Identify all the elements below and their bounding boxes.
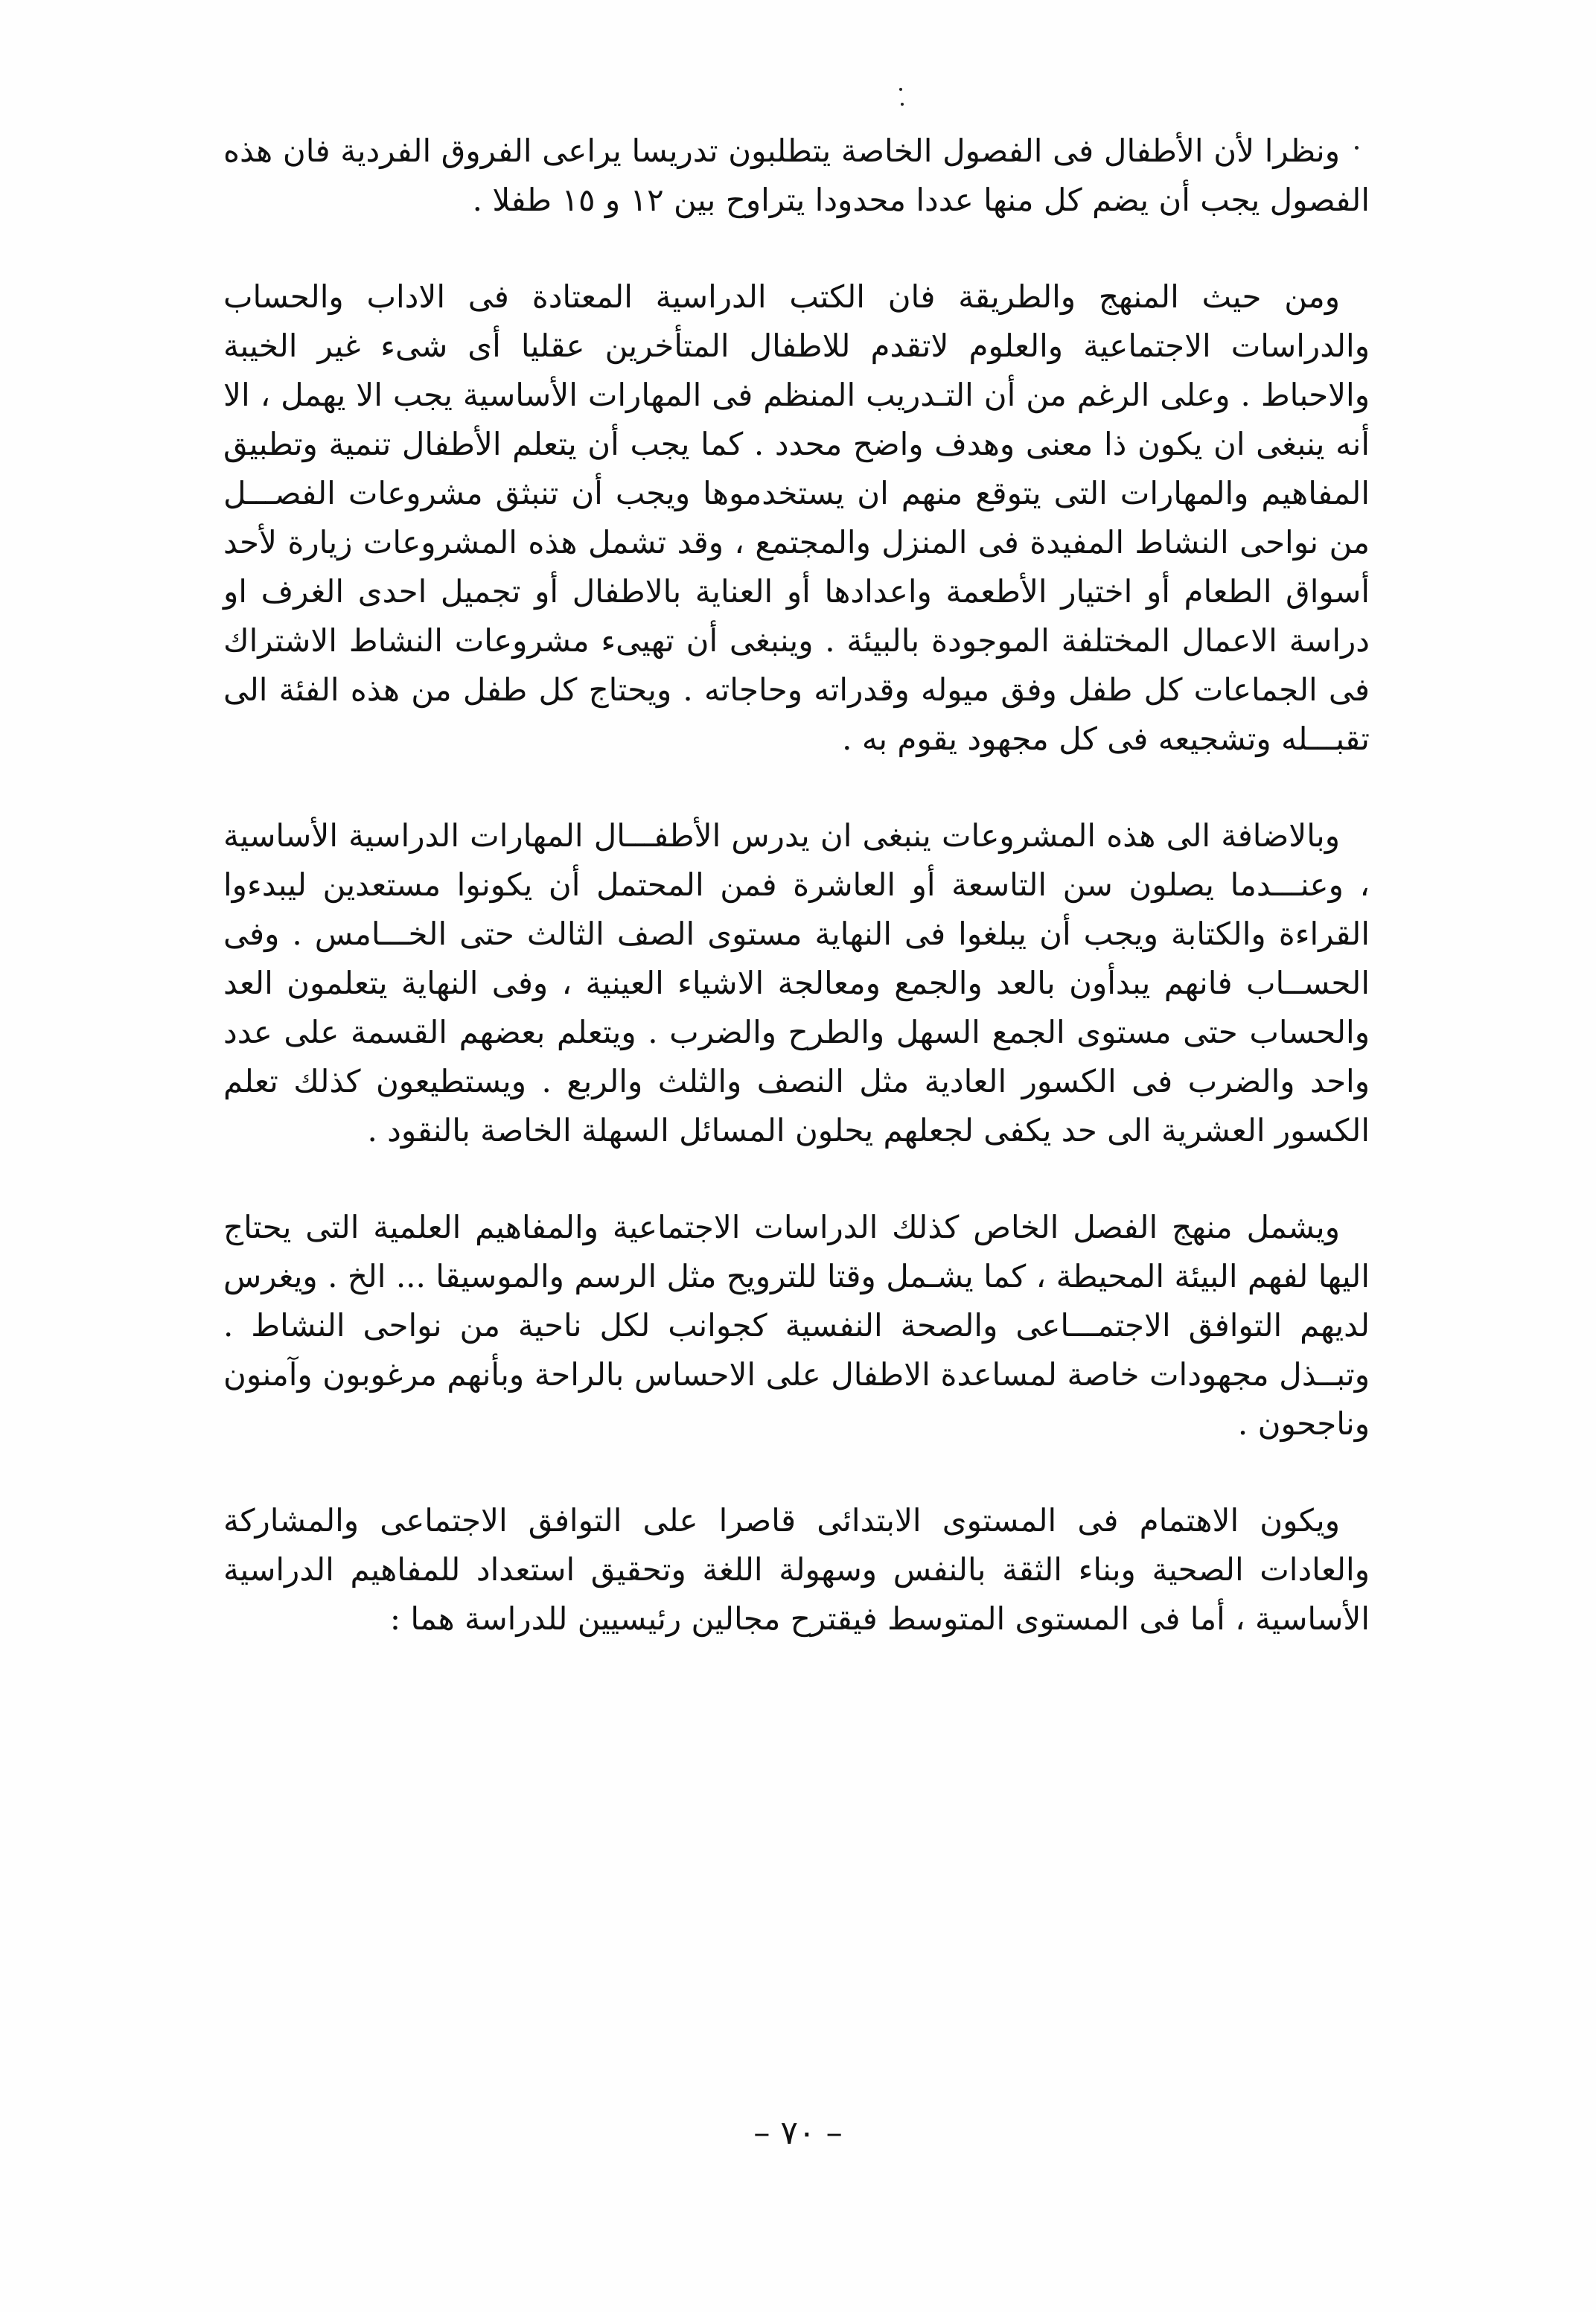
scan-speck <box>901 103 904 106</box>
paragraph-2: ومن حيث المنهج والطريقة فان الكتب الدراسية المعتادة فى الاداب والحساب والدراسات الاجتماعية والعلوم لاتقدم للاطفال المتأخرين عقليا أى شىء غير الخيبة والاحباط . وعلى الرغم من أن التـدريب المنظم فى المهارات الأساسية يجب الا يهمل ، الا أنه ينبغى ان يكون ذا معنى وهدف واضح محدد . كما يجب أن يتعلم الأطفال تنمية وتطبيق المفاهيم والمهارات التى يتوقع منهم ان يستخدموها ويجب أن تنبثق مشروعات الفصـــل من نواحى النشاط المفيدة فى المنزل والمجتمع ، وقد تشمل هذه المشروعات زيارة لأحد أسواق الطعام أو اختيار الأطعمة واعدادها أو العناية بالاطفال أو تجميل احدى الغرف او دراسة الاعمال المختلفة الموجودة بالبيئة . وينبغى أن تهيىء مشروعات النشاط الاشتراك فى الجماعات كل طفل وفق ميوله وقدراته وحاجاته . ويحتاج كل طفل من هذه الفئة الى تقبـــله وتشجيعه فى كل مجهود يقوم به . <box>223 278 1370 757</box>
page-number: – ٧٠ – <box>753 2114 843 2152</box>
paragraph-3: وبالاضافة الى هذه المشروعات ينبغى ان يدرس الأطفـــال المهارات الدراسية الأساسية ، وعنـــدما يصلون سن التاسعة أو العاشرة فمن المحتمل أن يكونوا مستعدين ليبدءوا القراءة والكتابة ويجب أن يبلغوا فى النهاية مستوى الصف الثالث حتى الخـــامس . وفى الحســاب فانهم يبدأون بالعد والجمع ومعالجة الاشياء العينية ، وفى النهاية يتعلمون العد والحساب حتى مستوى الجمع السهل والطرح والضرب . ويتعلم بعضهم القسمة على عدد واحد والضرب فى الكسور العادية مثل النصف والثلث والربع . ويستطيعون كذلك تعلم الكسور العشرية الى حد يكفى لجعلهم يحلون المسائل السهلة الخاصة بالنقود . <box>223 817 1370 1149</box>
scan-speck <box>899 88 902 91</box>
body-text <box>223 127 1370 1691</box>
paragraph-1: ونظرا لأن الأطفال فى الفصول الخاصة يتطلبون تدريسا يراعى الفروق الفردية فان هذه الفصول يجب أن يضم كل منها عددا محدودا يتراوح بين ١٢ و ١٥ طفلا . <box>223 132 1370 218</box>
paragraph-5: ويكون الاهتمام فى المستوى الابتدائى قاصرا على التوافق الاجتماعى والمشاركة والعادات الصحية وبناء الثقة بالنفس وسهولة اللغة وتحقيق استعداد للمفاهيم الدراسية الأساسية ، أما فى المستوى المتوسط فيقترح مجالين رئيسيين للدراسة هما : <box>223 1502 1370 1637</box>
paragraph-4: ويشمل منهج الفصل الخاص كذلك الدراسات الاجتماعية والمفاهيم العلمية التى يحتاج اليها لفهم البيئة المحيطة ، كما يشـمل وقتا للترويح مثل الرسم والموسيقا ... الخ . ويغرس لديهم التوافق الاجتمـــاعى والصحة النفسية كجوانب لكل ناحية من نواحى النشاط . وتبــذل مجهودات خاصة لمساعدة الاطفال على الاحساس بالراحة وبأنهم مرغوبون وآمنون وناجحون . <box>223 1209 1370 1442</box>
